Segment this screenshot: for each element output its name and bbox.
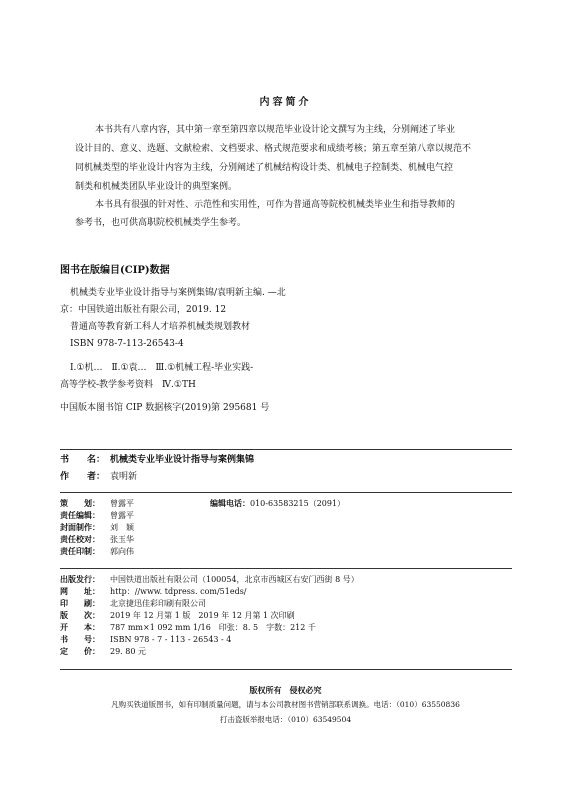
publish-value: 2019 年 12 月第 1 版 2019 年 12 月第 1 次印刷 bbox=[110, 611, 295, 620]
staff-label: 责任校对： bbox=[60, 534, 100, 544]
book-author: 袁明新 bbox=[110, 472, 138, 482]
publish-value: ISBN 978 - 7 - 113 - 26543 - 4 bbox=[110, 635, 232, 644]
copyright-notice: 版权所有 侵权必究 bbox=[249, 685, 322, 695]
publish-label: 版 次： bbox=[60, 610, 100, 620]
divider bbox=[60, 568, 512, 569]
intro-line: 同机械类型的毕业设计内容为主线，分别阐述了机械结构设计类、机械电子控制类、机械电气控 bbox=[75, 163, 454, 173]
cip-line: Ⅰ.①机… Ⅱ.①袁… Ⅲ.①机械工程-毕业实践- bbox=[70, 363, 254, 373]
book-author-row bbox=[60, 471, 137, 484]
cip-line: 机械类专业毕业设计指导与案例集锦/袁明新主编. —北 bbox=[70, 288, 286, 298]
publish-value: 29. 80 元 bbox=[110, 647, 146, 656]
cip-line: 中国版本图书馆 CIP 数据核字(2019)第 295681 号 bbox=[60, 403, 270, 413]
cip-heading: 图书在版编目(CIP)数据 bbox=[60, 265, 170, 276]
publish-label: 书 号： bbox=[60, 634, 100, 644]
publish-label: 网 址： bbox=[60, 586, 100, 596]
cip-line: ISBN 978-7-113-26543-4 bbox=[70, 339, 184, 349]
publish-label: 出版发行： bbox=[60, 574, 100, 584]
staff-label: 责任印制： bbox=[60, 546, 100, 556]
cip-line: 普通高等教育新工科人才培养机械类规划教材 bbox=[70, 322, 251, 332]
staff-value: 刘 颖 bbox=[110, 523, 134, 532]
publish-value: 中国铁道出版社有限公司（100054，北京市西城区右安门西街 8 号） bbox=[110, 575, 359, 584]
editor-phone-value: 010-63583215（2091） bbox=[250, 499, 346, 508]
divider bbox=[60, 449, 512, 450]
editor-phone bbox=[210, 497, 345, 510]
piracy-hotline: 打击盗版举报电话：（010）63549504 bbox=[219, 715, 352, 724]
divider bbox=[60, 492, 512, 493]
book-title-row bbox=[60, 454, 254, 467]
editor-phone-label: 编辑电话： bbox=[210, 498, 250, 508]
staff-value: 张玉华 bbox=[110, 535, 134, 544]
intro-line: 参考书，也可供高职院校机械类学生参考。 bbox=[75, 218, 247, 228]
intro-line: 本书具有很强的针对性、示范性和实用性，可作为普通高等院校机械类毕业生和指导教师的 bbox=[95, 200, 456, 210]
staff-label: 策 划： bbox=[60, 498, 100, 508]
staff-row bbox=[60, 545, 134, 558]
staff-label: 责任编辑： bbox=[60, 510, 100, 520]
intro-line: 制类和机械类团队毕业设计的典型案例。 bbox=[75, 182, 238, 192]
publish-value: 北京捷迅佳彩印刷有限公司 bbox=[110, 599, 206, 608]
divider bbox=[60, 669, 512, 670]
publish-label: 定 价： bbox=[60, 646, 100, 656]
cip-line: 高等学校-教学参考资料 Ⅳ.①TH bbox=[60, 380, 196, 390]
publish-label: 印 刷： bbox=[60, 598, 100, 608]
intro-title: 内容简介 bbox=[259, 97, 312, 108]
quality-notice: 凡购买铁道版图书，如有印制质量问题，请与本公司教材图书营销部联系调换。电话：（010）63550836 bbox=[111, 700, 460, 709]
staff-value: 曾露平 bbox=[110, 511, 134, 520]
book-title-label: 书 名： bbox=[60, 455, 106, 465]
cip-line: 京：中国铁道出版社有限公司，2019. 12 bbox=[60, 305, 227, 315]
intro-line: 设计目的、意义、选题、文献检索、文档要求、格式规范要求和成绩考核；第五章至第八章以规范不 bbox=[75, 144, 472, 154]
staff-value: 郭向伟 bbox=[110, 547, 134, 556]
publish-row bbox=[60, 645, 146, 658]
website-link[interactable]: http：//www. tdpress. com/51eds/ bbox=[110, 587, 247, 596]
intro-line: 本书共有八章内容，其中第一章至第四章以规范毕业设计论文撰写为主线，分别阐述了毕业 bbox=[95, 125, 456, 135]
publish-value: 787 mm×1 092 mm 1/16 印张：8. 5 字数：212 千 bbox=[110, 623, 316, 632]
staff-label: 封面制作： bbox=[60, 522, 100, 532]
staff-value: 曾露平 bbox=[110, 499, 134, 508]
book-title: 机械类专业毕业设计指导与案例集锦 bbox=[110, 455, 255, 465]
book-author-label: 作 者： bbox=[60, 472, 106, 482]
publish-label: 开 本： bbox=[60, 622, 100, 632]
